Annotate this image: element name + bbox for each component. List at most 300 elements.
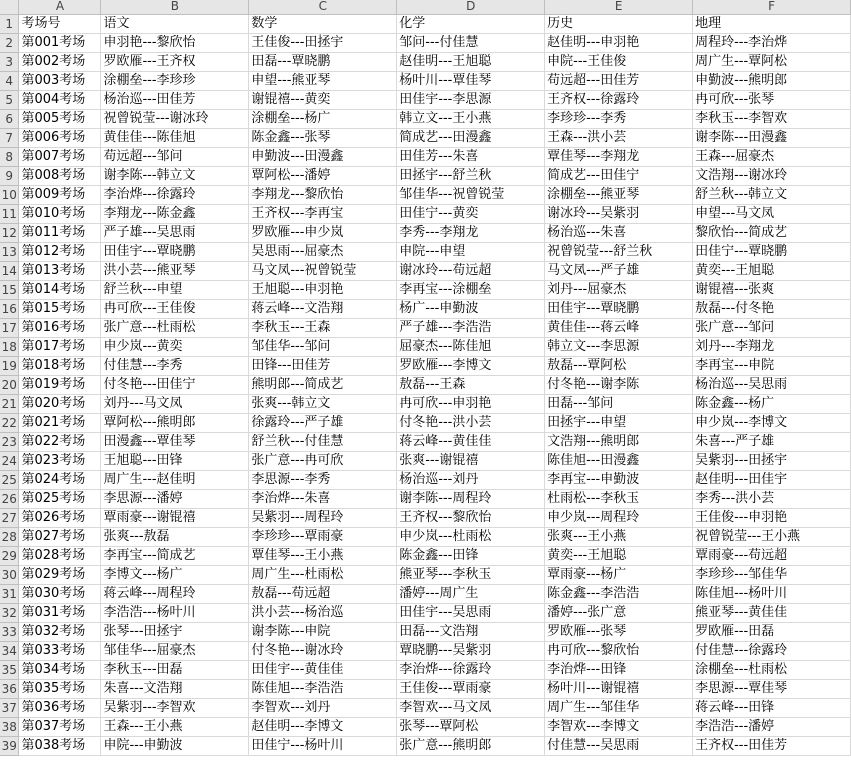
data-cell[interactable]: 马文凤---祝曾锐莹 [249,261,397,280]
table-row [0,394,851,413]
data-cell[interactable]: 简成艺---田漫鑫 [397,128,545,147]
row-number[interactable]: 20 [0,375,19,394]
row-number[interactable]: 25 [0,470,19,489]
header-cell[interactable]: 地理 [693,14,851,33]
data-cell[interactable]: 冉可欣---张琴 [693,90,851,109]
data-cell[interactable]: 田磊---覃晓鹏 [249,52,397,71]
data-cell[interactable]: 覃雨豪---杨广 [545,565,693,584]
data-cell[interactable]: 周广生---赵佳明 [101,470,249,489]
data-cell[interactable]: 覃晓鹏---吴紫羽 [397,641,545,660]
data-cell[interactable]: 邹佳华---邹问 [249,337,397,356]
data-cell[interactable]: 简成艺---田佳宁 [545,166,693,185]
data-cell[interactable]: 张琴---田拯宇 [101,622,249,641]
data-cell[interactable]: 王齐权---黎欣怡 [397,508,545,527]
row-number[interactable]: 19 [0,356,19,375]
header-cell[interactable]: 历史 [545,14,693,33]
data-cell[interactable]: 赵佳明---李博文 [249,717,397,736]
data-cell[interactable]: 申勤波---熊明郎 [693,71,851,90]
data-cell[interactable]: 陈金鑫---杨广 [693,394,851,413]
data-cell[interactable]: 第038考场 [19,736,101,755]
data-cell[interactable]: 第013考场 [19,261,101,280]
table-row [0,337,851,356]
data-cell[interactable]: 吴紫羽---周程玲 [249,508,397,527]
data-cell[interactable]: 李秀---洪小芸 [693,489,851,508]
data-cell[interactable]: 陈佳旭---李浩浩 [249,679,397,698]
data-cell[interactable]: 杨广---申勤波 [397,299,545,318]
data-cell[interactable]: 张广意---邹问 [693,318,851,337]
data-cell[interactable]: 第016考场 [19,318,101,337]
data-cell[interactable]: 涂棚垒---杨广 [249,109,397,128]
table-row [0,242,851,261]
data-cell[interactable]: 谢李陈---田漫鑫 [693,128,851,147]
data-cell[interactable]: 吴思雨---屈豪杰 [249,242,397,261]
data-cell[interactable]: 田佳宁---覃晓鹏 [693,242,851,261]
data-cell[interactable]: 杨治巡---田佳芳 [101,90,249,109]
data-cell[interactable]: 覃雨豪---苟远超 [693,546,851,565]
row-number[interactable]: 39 [0,736,19,755]
row-number[interactable]: 34 [0,641,19,660]
data-cell[interactable]: 李浩浩---杨叶川 [101,603,249,622]
data-cell[interactable]: 第037考场 [19,717,101,736]
data-cell[interactable]: 第012考场 [19,242,101,261]
data-cell[interactable]: 刘丹---李翔龙 [693,337,851,356]
data-cell[interactable]: 申勤波---田漫鑫 [249,147,397,166]
data-cell[interactable]: 韩立文---李思源 [545,337,693,356]
data-cell[interactable]: 罗欧雁---李博文 [397,356,545,375]
data-cell[interactable]: 罗欧雁---王齐权 [101,52,249,71]
data-cell[interactable]: 第011考场 [19,223,101,242]
data-cell[interactable]: 蒋云峰---文浩翔 [249,299,397,318]
table-row [0,717,851,736]
data-cell[interactable]: 李翔龙---黎欣怡 [249,185,397,204]
row-number[interactable]: 16 [0,299,19,318]
data-cell[interactable]: 苟远超---田佳芳 [545,71,693,90]
data-cell[interactable]: 徐露玲---严子雄 [249,413,397,432]
data-cell[interactable]: 邹佳华---祝曾锐莹 [397,185,545,204]
data-cell[interactable]: 王森---王小燕 [101,717,249,736]
row-number[interactable]: 8 [0,147,19,166]
data-cell[interactable]: 罗欧雁---田磊 [693,622,851,641]
row-number[interactable]: 24 [0,451,19,470]
data-cell[interactable]: 张琴---覃阿松 [397,717,545,736]
data-cell[interactable]: 田漫鑫---覃佳琴 [101,432,249,451]
data-cell[interactable]: 第003考场 [19,71,101,90]
row-number[interactable]: 6 [0,109,19,128]
header-cell[interactable]: 语文 [101,14,249,33]
data-cell[interactable]: 罗欧雁---申少岚 [249,223,397,242]
data-cell[interactable]: 付冬艳---田佳宁 [101,375,249,394]
data-cell[interactable]: 付冬艳---洪小芸 [397,413,545,432]
data-cell[interactable]: 申少岚---黄奕 [101,337,249,356]
row-number[interactable]: 27 [0,508,19,527]
data-cell[interactable]: 第025考场 [19,489,101,508]
data-cell[interactable]: 王齐权---徐露玲 [545,90,693,109]
row-number[interactable]: 26 [0,489,19,508]
row-number[interactable]: 3 [0,52,19,71]
data-cell[interactable]: 第018考场 [19,356,101,375]
data-cell[interactable]: 田佳芳---朱喜 [397,147,545,166]
data-cell[interactable]: 谢李陈---申院 [249,622,397,641]
data-cell[interactable]: 第001考场 [19,33,101,52]
table-row [0,109,851,128]
data-cell[interactable]: 李博文---杨广 [101,565,249,584]
column-header[interactable]: E [545,0,693,14]
row-number[interactable]: 32 [0,603,19,622]
data-cell[interactable]: 马文凤---严子雄 [545,261,693,280]
data-cell[interactable]: 申少岚---周程玲 [545,508,693,527]
row-number[interactable]: 28 [0,527,19,546]
data-cell[interactable]: 王齐权---田佳芳 [693,736,851,755]
data-cell[interactable]: 第036考场 [19,698,101,717]
data-cell[interactable]: 田佳宇---李思源 [397,90,545,109]
data-cell[interactable]: 李秋玉---王森 [249,318,397,337]
data-cell[interactable]: 张广意---冉可欣 [249,451,397,470]
data-cell[interactable]: 田佳宁---杨叶川 [249,736,397,755]
data-cell[interactable]: 付冬艳---谢李陈 [545,375,693,394]
table-row [0,432,851,451]
data-cell[interactable]: 屈豪杰---陈佳旭 [397,337,545,356]
data-cell[interactable]: 李治烨---徐露玲 [101,185,249,204]
data-cell[interactable]: 涂棚垒---李珍珍 [101,71,249,90]
data-cell[interactable]: 第026考场 [19,508,101,527]
data-cell[interactable]: 第015考场 [19,299,101,318]
data-cell[interactable]: 张爽---王小燕 [545,527,693,546]
data-cell[interactable]: 陈佳旭---田漫鑫 [545,451,693,470]
data-cell[interactable]: 李再宝---涂棚垒 [397,280,545,299]
table-row [0,166,851,185]
data-cell[interactable]: 李智欢---马文凤 [397,698,545,717]
data-cell[interactable]: 杨治巡---朱喜 [545,223,693,242]
data-cell[interactable]: 王森---屈豪杰 [693,147,851,166]
data-cell[interactable]: 舒兰秋---付佳慧 [249,432,397,451]
row-number[interactable]: 37 [0,698,19,717]
data-cell[interactable]: 申望---熊亚琴 [249,71,397,90]
data-cell[interactable]: 谢冰玲---苟远超 [397,261,545,280]
table-row [0,489,851,508]
data-cell[interactable]: 黄奕---王旭聪 [693,261,851,280]
data-cell[interactable]: 刘丹---屈豪杰 [545,280,693,299]
data-cell[interactable]: 杨治巡---吴思雨 [693,375,851,394]
data-cell[interactable]: 邹问---付佳慧 [397,33,545,52]
row-number[interactable]: 10 [0,185,19,204]
data-cell[interactable]: 杨叶川---谢锟禧 [545,679,693,698]
data-cell[interactable]: 李思源---李秀 [249,470,397,489]
data-cell[interactable]: 李珍珍---覃雨豪 [249,527,397,546]
data-cell[interactable]: 李思源---覃佳琴 [693,679,851,698]
data-cell[interactable]: 祝曾锐莹---谢冰玲 [101,109,249,128]
data-cell[interactable]: 第028考场 [19,546,101,565]
data-cell[interactable]: 田拯宇---舒兰秋 [397,166,545,185]
data-cell[interactable]: 申院---申勤波 [101,736,249,755]
data-cell[interactable]: 李浩浩---潘婷 [693,717,851,736]
column-header[interactable]: B [101,0,249,14]
data-cell[interactable]: 王齐权---李再宝 [249,204,397,223]
data-cell[interactable]: 谢锟禧---张爽 [693,280,851,299]
data-cell[interactable]: 王旭聪---田锋 [101,451,249,470]
data-cell[interactable]: 第032考场 [19,622,101,641]
table-row [0,128,851,147]
data-cell[interactable]: 谢李陈---周程玲 [397,489,545,508]
row-number[interactable]: 23 [0,432,19,451]
data-cell[interactable]: 李治烨---朱喜 [249,489,397,508]
data-cell[interactable]: 严子雄---李浩浩 [397,318,545,337]
row-number[interactable]: 2 [0,33,19,52]
data-cell[interactable]: 潘婷---周广生 [397,584,545,603]
table-row [0,603,851,622]
data-cell[interactable]: 第027考场 [19,527,101,546]
data-cell[interactable]: 敖磊---苟远超 [249,584,397,603]
data-cell[interactable]: 冉可欣---王佳俊 [101,299,249,318]
data-cell[interactable]: 李治烨---田锋 [545,660,693,679]
data-cell[interactable]: 周广生---邹佳华 [545,698,693,717]
data-cell[interactable]: 李再宝---申院 [693,356,851,375]
column-header[interactable]: D [397,0,545,14]
data-cell[interactable]: 杨叶川---覃佳琴 [397,71,545,90]
data-cell[interactable]: 申院---王佳俊 [545,52,693,71]
data-cell[interactable]: 第006考场 [19,128,101,147]
row-number[interactable]: 30 [0,565,19,584]
data-cell[interactable]: 第017考场 [19,337,101,356]
data-cell[interactable]: 张爽---敖磊 [101,527,249,546]
row-number[interactable]: 38 [0,717,19,736]
header-cell[interactable]: 考场号 [19,14,101,33]
data-cell[interactable]: 田佳宇---黄佳佳 [249,660,397,679]
data-cell[interactable]: 第004考场 [19,90,101,109]
table-row [0,451,851,470]
data-cell[interactable]: 洪小芸---熊亚琴 [101,261,249,280]
data-cell[interactable]: 舒兰秋---韩立文 [693,185,851,204]
data-cell[interactable]: 陈金鑫---李浩浩 [545,584,693,603]
data-cell[interactable]: 第020考场 [19,394,101,413]
data-cell[interactable]: 申少岚---李博文 [693,413,851,432]
data-cell[interactable]: 周程玲---李治烨 [693,33,851,52]
data-cell[interactable]: 张爽---韩立文 [249,394,397,413]
data-cell[interactable]: 冉可欣---黎欣怡 [545,641,693,660]
row-number[interactable]: 33 [0,622,19,641]
data-cell[interactable]: 朱喜---文浩翔 [101,679,249,698]
data-cell[interactable]: 申院---申望 [397,242,545,261]
data-cell[interactable]: 付佳慧---徐露玲 [693,641,851,660]
data-cell[interactable]: 第009考场 [19,185,101,204]
row-number[interactable]: 18 [0,337,19,356]
data-cell[interactable]: 覃阿松---熊明郎 [101,413,249,432]
table-row [0,33,851,52]
data-cell[interactable]: 熊亚琴---李秋玉 [397,565,545,584]
row-number[interactable]: 9 [0,166,19,185]
column-header[interactable]: C [249,0,397,14]
data-cell[interactable]: 田佳宇---吴思雨 [397,603,545,622]
data-cell[interactable]: 付佳慧---吴思雨 [545,736,693,755]
data-cell[interactable]: 覃雨豪---谢锟禧 [101,508,249,527]
data-cell[interactable]: 第014考场 [19,280,101,299]
data-cell[interactable]: 谢李陈---韩立文 [101,166,249,185]
data-cell[interactable]: 周广生---杜雨松 [249,565,397,584]
data-cell[interactable]: 申羽艳---黎欣怡 [101,33,249,52]
data-cell[interactable]: 张广意---熊明郎 [397,736,545,755]
header-cell[interactable]: 数学 [249,14,397,33]
data-cell[interactable]: 赵佳明---申羽艳 [545,33,693,52]
data-cell[interactable]: 李思源---潘婷 [101,489,249,508]
row-number[interactable]: 7 [0,128,19,147]
select-all-corner[interactable] [0,0,19,14]
data-cell[interactable]: 王旭聪---申羽艳 [249,280,397,299]
data-cell[interactable]: 李智欢---李博文 [545,717,693,736]
data-cell[interactable]: 敖磊---覃阿松 [545,356,693,375]
data-cell[interactable]: 第029考场 [19,565,101,584]
data-cell[interactable]: 祝曾锐莹---舒兰秋 [545,242,693,261]
data-cell[interactable]: 李治烨---徐露玲 [397,660,545,679]
data-cell[interactable]: 第002考场 [19,52,101,71]
data-cell[interactable]: 陈佳旭---杨叶川 [693,584,851,603]
data-cell[interactable]: 田磊---邹问 [545,394,693,413]
row-number[interactable]: 35 [0,660,19,679]
data-cell[interactable]: 田佳宇---覃晓鹏 [101,242,249,261]
table-row [0,375,851,394]
data-cell[interactable]: 第007考场 [19,147,101,166]
data-cell[interactable]: 刘丹---马文凤 [101,394,249,413]
data-cell[interactable]: 杨治巡---刘丹 [397,470,545,489]
column-header[interactable]: F [693,0,851,14]
data-cell[interactable]: 谢锟禧---黄奕 [249,90,397,109]
row-number[interactable]: 36 [0,679,19,698]
data-cell[interactable]: 涂棚垒---杜雨松 [693,660,851,679]
data-cell[interactable]: 王森---洪小芸 [545,128,693,147]
header-cell[interactable]: 化学 [397,14,545,33]
table-row [0,413,851,432]
data-cell[interactable]: 邹佳华---屈豪杰 [101,641,249,660]
data-cell[interactable]: 黄佳佳---陈佳旭 [101,128,249,147]
row-number[interactable]: 21 [0,394,19,413]
data-cell[interactable]: 王佳俊---田拯宇 [249,33,397,52]
data-cell[interactable]: 李秋玉---田磊 [101,660,249,679]
data-cell[interactable]: 田锋---田佳芳 [249,356,397,375]
data-cell[interactable]: 第023考场 [19,451,101,470]
data-cell[interactable]: 李珍珍---邹佳华 [693,565,851,584]
table-row [0,584,851,603]
data-cell[interactable]: 李再宝---申勤波 [545,470,693,489]
data-cell[interactable]: 周广生---覃阿松 [693,52,851,71]
data-cell[interactable]: 冉可欣---申羽艳 [397,394,545,413]
data-cell[interactable]: 李翔龙---陈金鑫 [101,204,249,223]
data-cell[interactable]: 熊明郎---简成艺 [249,375,397,394]
data-cell[interactable]: 第022考场 [19,432,101,451]
table-row [0,679,851,698]
data-cell[interactable]: 潘婷---张广意 [545,603,693,622]
row-number[interactable]: 29 [0,546,19,565]
data-cell[interactable]: 李智欢---刘丹 [249,698,397,717]
data-cell[interactable]: 文浩翔---熊明郎 [545,432,693,451]
data-cell[interactable]: 敖磊---王森 [397,375,545,394]
table-row [0,280,851,299]
data-cell[interactable]: 第008考场 [19,166,101,185]
data-cell[interactable]: 李秋玉---李智欢 [693,109,851,128]
data-cell[interactable]: 田佳宁---黄奕 [397,204,545,223]
data-cell[interactable]: 吴紫羽---田拯宇 [693,451,851,470]
data-cell[interactable]: 申望---马文凤 [693,204,851,223]
data-cell[interactable]: 洪小芸---杨治巡 [249,603,397,622]
data-cell[interactable]: 熊亚琴---黄佳佳 [693,603,851,622]
data-cell[interactable]: 蒋云峰---黄佳佳 [397,432,545,451]
data-cell[interactable]: 田磊---文浩翔 [397,622,545,641]
row-number[interactable]: 17 [0,318,19,337]
data-cell[interactable]: 第005考场 [19,109,101,128]
data-cell[interactable]: 第031考场 [19,603,101,622]
data-cell[interactable]: 朱喜---严子雄 [693,432,851,451]
data-cell[interactable]: 王佳俊---申羽艳 [693,508,851,527]
row-number[interactable]: 22 [0,413,19,432]
data-cell[interactable]: 韩立文---王小燕 [397,109,545,128]
data-cell[interactable]: 杜雨松---李秋玉 [545,489,693,508]
data-cell[interactable]: 第024考场 [19,470,101,489]
data-cell[interactable]: 第033考场 [19,641,101,660]
data-cell[interactable]: 涂棚垒---熊亚琴 [545,185,693,204]
table-row [0,641,851,660]
row-number[interactable]: 11 [0,204,19,223]
row-number[interactable]: 15 [0,280,19,299]
data-cell[interactable]: 王佳俊---覃雨豪 [397,679,545,698]
data-cell[interactable]: 苟远超---邹问 [101,147,249,166]
row-number[interactable]: 14 [0,261,19,280]
column-header[interactable]: A [19,0,101,14]
row-number[interactable]: 5 [0,90,19,109]
row-number[interactable]: 4 [0,71,19,90]
data-cell[interactable]: 祝曾锐莹---王小燕 [693,527,851,546]
data-cell[interactable]: 第034考场 [19,660,101,679]
data-cell[interactable]: 张爽---谢锟禧 [397,451,545,470]
data-cell[interactable]: 舒兰秋---申望 [101,280,249,299]
data-cell[interactable]: 蒋云峰---田锋 [693,698,851,717]
data-cell[interactable]: 第019考场 [19,375,101,394]
data-cell[interactable]: 黎欣怡---简成艺 [693,223,851,242]
table-row [0,204,851,223]
data-cell[interactable]: 第021考场 [19,413,101,432]
data-cell[interactable]: 谢冰玲---吴紫羽 [545,204,693,223]
data-cell[interactable]: 李秀---李翔龙 [397,223,545,242]
data-cell[interactable]: 赵佳明---田佳宇 [693,470,851,489]
data-cell[interactable]: 申少岚---杜雨松 [397,527,545,546]
data-cell[interactable]: 第035考场 [19,679,101,698]
data-cell[interactable]: 覃佳琴---王小燕 [249,546,397,565]
data-cell[interactable]: 田拯宇---申望 [545,413,693,432]
data-cell[interactable]: 第010考场 [19,204,101,223]
data-cell[interactable]: 赵佳明---王旭聪 [397,52,545,71]
data-cell[interactable]: 蒋云峰---周程玲 [101,584,249,603]
data-cell[interactable]: 付冬艳---谢冰玲 [249,641,397,660]
data-cell[interactable]: 付佳慧---李秀 [101,356,249,375]
row-number[interactable]: 12 [0,223,19,242]
data-cell[interactable]: 严子雄---吴思雨 [101,223,249,242]
data-cell[interactable]: 黄奕---王旭聪 [545,546,693,565]
row-number[interactable]: 13 [0,242,19,261]
data-cell[interactable]: 罗欧雁---张琴 [545,622,693,641]
row-number[interactable]: 1 [0,14,19,33]
data-cell[interactable]: 覃佳琴---李翔龙 [545,147,693,166]
data-cell[interactable]: 田佳宇---覃晓鹏 [545,299,693,318]
data-cell[interactable]: 黄佳佳---蒋云峰 [545,318,693,337]
data-cell[interactable]: 敖磊---付冬艳 [693,299,851,318]
table-row [0,508,851,527]
data-cell[interactable]: 文浩翔---谢冰玲 [693,166,851,185]
data-cell[interactable]: 陈金鑫---张琴 [249,128,397,147]
data-cell[interactable]: 李珍珍---李秀 [545,109,693,128]
data-cell[interactable]: 第030考场 [19,584,101,603]
data-cell[interactable]: 覃阿松---潘婷 [249,166,397,185]
data-cell[interactable]: 陈金鑫---田锋 [397,546,545,565]
data-cell[interactable]: 张广意---杜雨松 [101,318,249,337]
data-cell[interactable]: 李再宝---简成艺 [101,546,249,565]
data-cell[interactable]: 吴紫羽---李智欢 [101,698,249,717]
row-number[interactable]: 31 [0,584,19,603]
